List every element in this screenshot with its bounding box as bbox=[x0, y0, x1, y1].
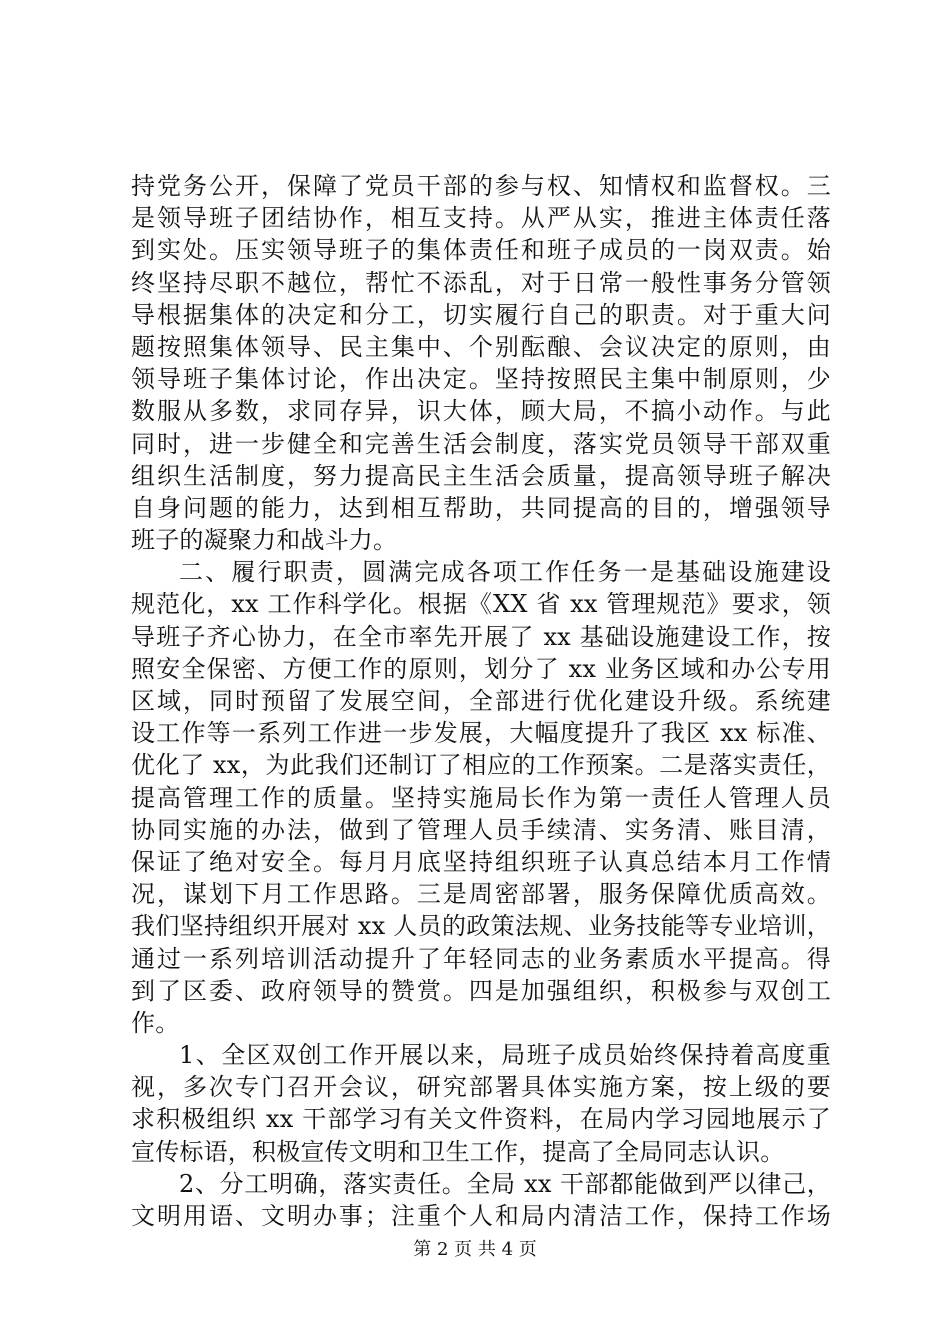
text-line: 到实处。压实领导班子的集体责任和班子成员的一岗双责。始 bbox=[131, 236, 831, 265]
text-line: 视，多次专门召开会议，研究部署具体实施方案，按上级的要 bbox=[131, 1073, 831, 1102]
text-line: 我们坚持组织开展对 xx 人员的政策法规、业务技能等专业培训， bbox=[131, 912, 831, 941]
text-line: 求积极组织 xx 干部学习有关文件资料，在局内学习园地展示了 bbox=[131, 1105, 831, 1134]
text-line: 题按照集体领导、民主集中、个别酝酿、会议决定的原则，由 bbox=[131, 332, 831, 361]
text-line: 通过一系列培训活动提升了年轻同志的业务素质水平提高。得 bbox=[131, 944, 831, 973]
text-line: 规范化，xx 工作科学化。根据《XX 省 xx 管理规范》要求，领 bbox=[131, 590, 831, 619]
paragraph-start-line: 1、全区双创工作开展以来，局班子成员始终保持着高度重 bbox=[179, 1041, 831, 1070]
text-line: 设工作等一系列工作进一步发展，大幅度提升了我区 xx 标准、 bbox=[131, 719, 831, 748]
text-line: 班子的凝聚力和战斗力。 bbox=[131, 526, 398, 555]
text-line: 是领导班子团结协作，相互支持。从严从实，推进主体责任落 bbox=[131, 204, 831, 233]
document-body bbox=[131, 170, 831, 1232]
text-line: 领导班子集体讨论，作出决定。坚持按照民主集中制原则，少 bbox=[131, 365, 831, 394]
text-line: 区域，同时预留了发展空间，全部进行优化建设升级。系统建 bbox=[131, 687, 831, 715]
text-line: 终坚持尽职不越位，帮忙不添乱，对于日常一般性事务分管领 bbox=[131, 268, 831, 297]
page-footer: 第 2 页 共 4 页 bbox=[413, 1239, 537, 1260]
text-line: 文明用语、文明办事；注重个人和局内清洁工作，保持工作场 bbox=[131, 1202, 831, 1230]
paragraph-start-line: 二、履行职责，圆满完成各项工作任务一是基础设施建设 bbox=[179, 558, 831, 587]
text-line: 组织生活制度，努力提高民主生活会质量，提高领导班子解决 bbox=[131, 461, 831, 490]
text-line: 优化了 xx，为此我们还制订了相应的工作预案。二是落实责任， bbox=[131, 751, 831, 780]
text-line: 协同实施的办法，做到了管理人员手续清、实务清、账目清， bbox=[131, 815, 831, 844]
text-line: 提高管理工作的质量。坚持实施局长作为第一责任人管理人员 bbox=[131, 783, 831, 812]
text-line: 宣传标语，积极宣传文明和卫生工作，提高了全局同志认识。 bbox=[131, 1137, 785, 1166]
text-line: 持党务公开，保障了党员干部的参与权、知情权和监督权。三 bbox=[131, 172, 831, 200]
text-line: 数服从多数，求同存异，识大体，顾大局，不搞小动作。与此 bbox=[131, 397, 831, 426]
text-line: 况，谋划下月工作思路。三是周密部署，服务保障优质高效。 bbox=[131, 880, 831, 909]
text-line: 同时，进一步健全和完善生活会制度，落实党员领导干部双重 bbox=[131, 429, 831, 458]
text-line: 到了区委、政府领导的赞赏。四是加强组织，积极参与双创工 bbox=[131, 976, 831, 1005]
text-line: 自身问题的能力，达到相互帮助，共同提高的目的，增强领导 bbox=[131, 493, 831, 522]
text-line: 导根据集体的决定和分工，切实履行自己的职责。对于重大问 bbox=[131, 300, 831, 329]
text-line: 照安全保密、方便工作的原则，划分了 xx 业务区域和办公专用 bbox=[131, 654, 831, 683]
text-line: 保证了绝对安全。每月月底坚持组织班子认真总结本月工作情 bbox=[131, 847, 831, 876]
paragraph-start-line: 2、分工明确，落实责任。全局 xx 干部都能做到严以律己， bbox=[179, 1169, 831, 1198]
text-line: 作。 bbox=[131, 1008, 180, 1037]
text-line: 导班子齐心协力，在全市率先开展了 xx 基础设施建设工作，按 bbox=[131, 622, 831, 651]
